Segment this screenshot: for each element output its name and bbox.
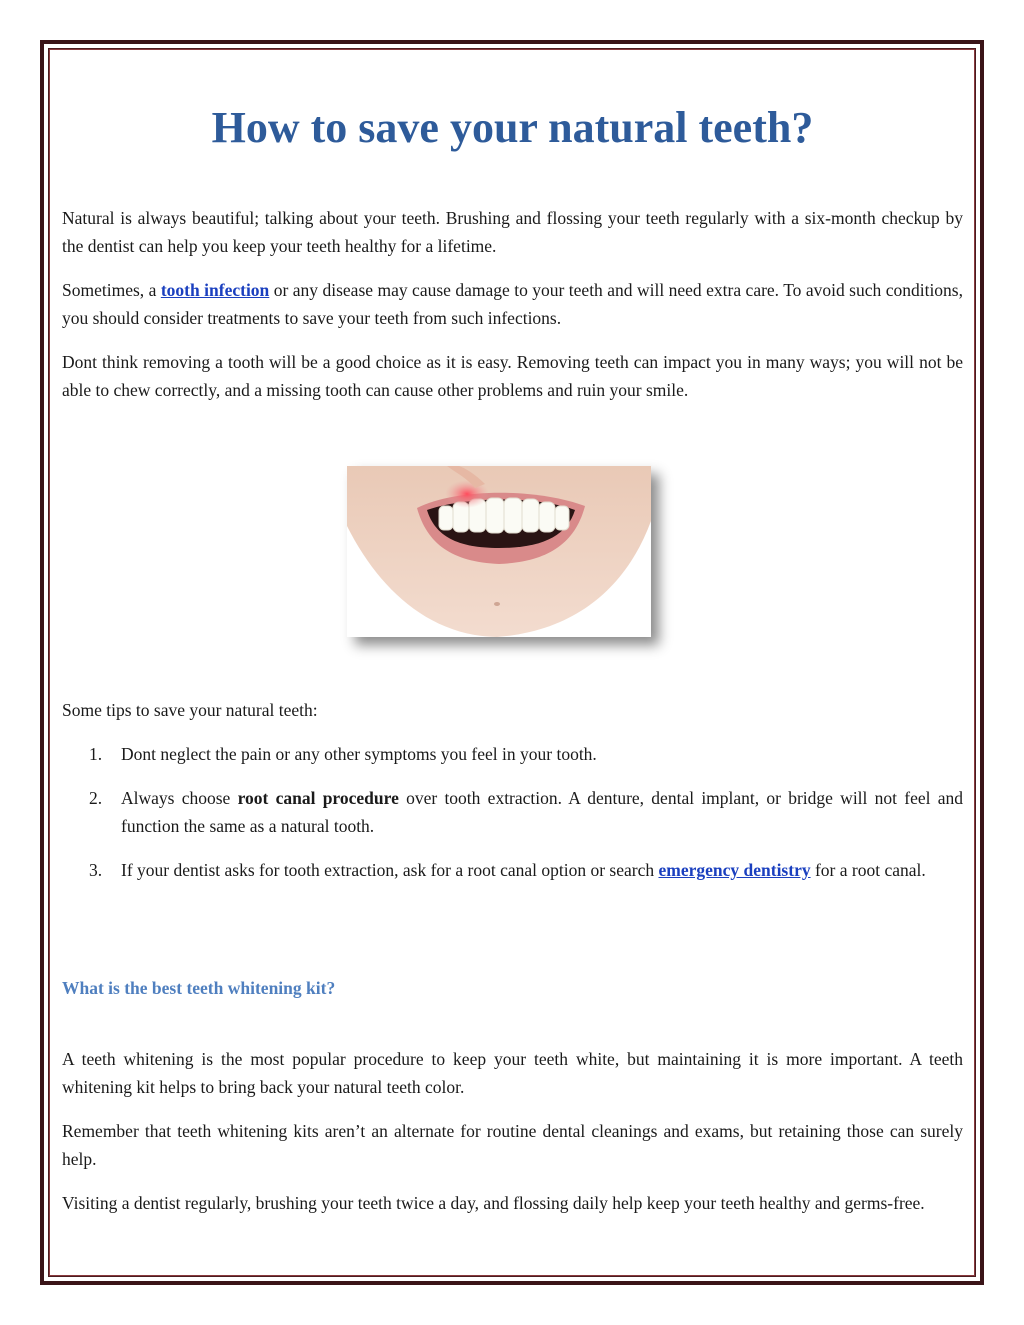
whitening-heading: What is the best teeth whitening kit? <box>62 978 336 998</box>
list-item: 3. If your dentist asks for tooth extraction, ask for a root canal option or search emergency dentistry for a root canal. <box>89 860 926 880</box>
intro-paragraph-2: Sometimes, a tooth infection or any disease may cause damage to your teeth and will need extra care. To avoid such conditions, you should consider treatments to save your teeth from such infections. <box>62 280 963 328</box>
page-title: How to save your natural teeth? <box>211 103 814 152</box>
whitening-paragraph-1: A teeth whitening is the most popular procedure to keep your teeth white, but maintaining it is more important. A teeth whitening kit helps to bring back your natural teeth color. <box>62 1049 963 1097</box>
whitening-paragraph-2: Remember that teeth whitening kits aren’t an alternate for routine dental cleanings and exams, but retaining those can surely help. <box>62 1121 963 1169</box>
emergency-dentistry-link[interactable]: emergency dentistry <box>658 860 811 880</box>
list-item: 1. Dont neglect the pain or any other symptoms you feel in your tooth. <box>89 744 597 764</box>
intro-paragraph-1: Natural is always beautiful; talking about your teeth. Brushing and flossing your teeth regularly with a six-month checkup by the dentist can help you keep your teeth healthy for a lifetime. <box>62 208 963 256</box>
tips-list <box>62 740 963 900</box>
root-canal-emphasis: root canal procedure <box>237 788 399 808</box>
whitening-paragraph-3: Visiting a dentist regularly, brushing your teeth twice a day, and flossing daily help keep your teeth healthy and germs-free. <box>62 1193 925 1213</box>
document-body <box>62 100 964 1213</box>
inflamed-gum-photo <box>347 466 651 637</box>
tips-intro: Some tips to save your natural teeth: <box>62 700 318 720</box>
list-item: 2. Always choose root canal procedure over tooth extraction. A denture, dental implant, or bridge will not feel and function the same as a natural tooth. <box>89 788 964 836</box>
intro-paragraph-3: Dont think removing a tooth will be a good choice as it is easy. Removing teeth can impact you in many ways; you will not be able to chew correctly, and a missing tooth can cause other problems and ruin your smile. <box>62 352 963 400</box>
tooth-infection-link[interactable]: tooth infection <box>160 280 270 300</box>
